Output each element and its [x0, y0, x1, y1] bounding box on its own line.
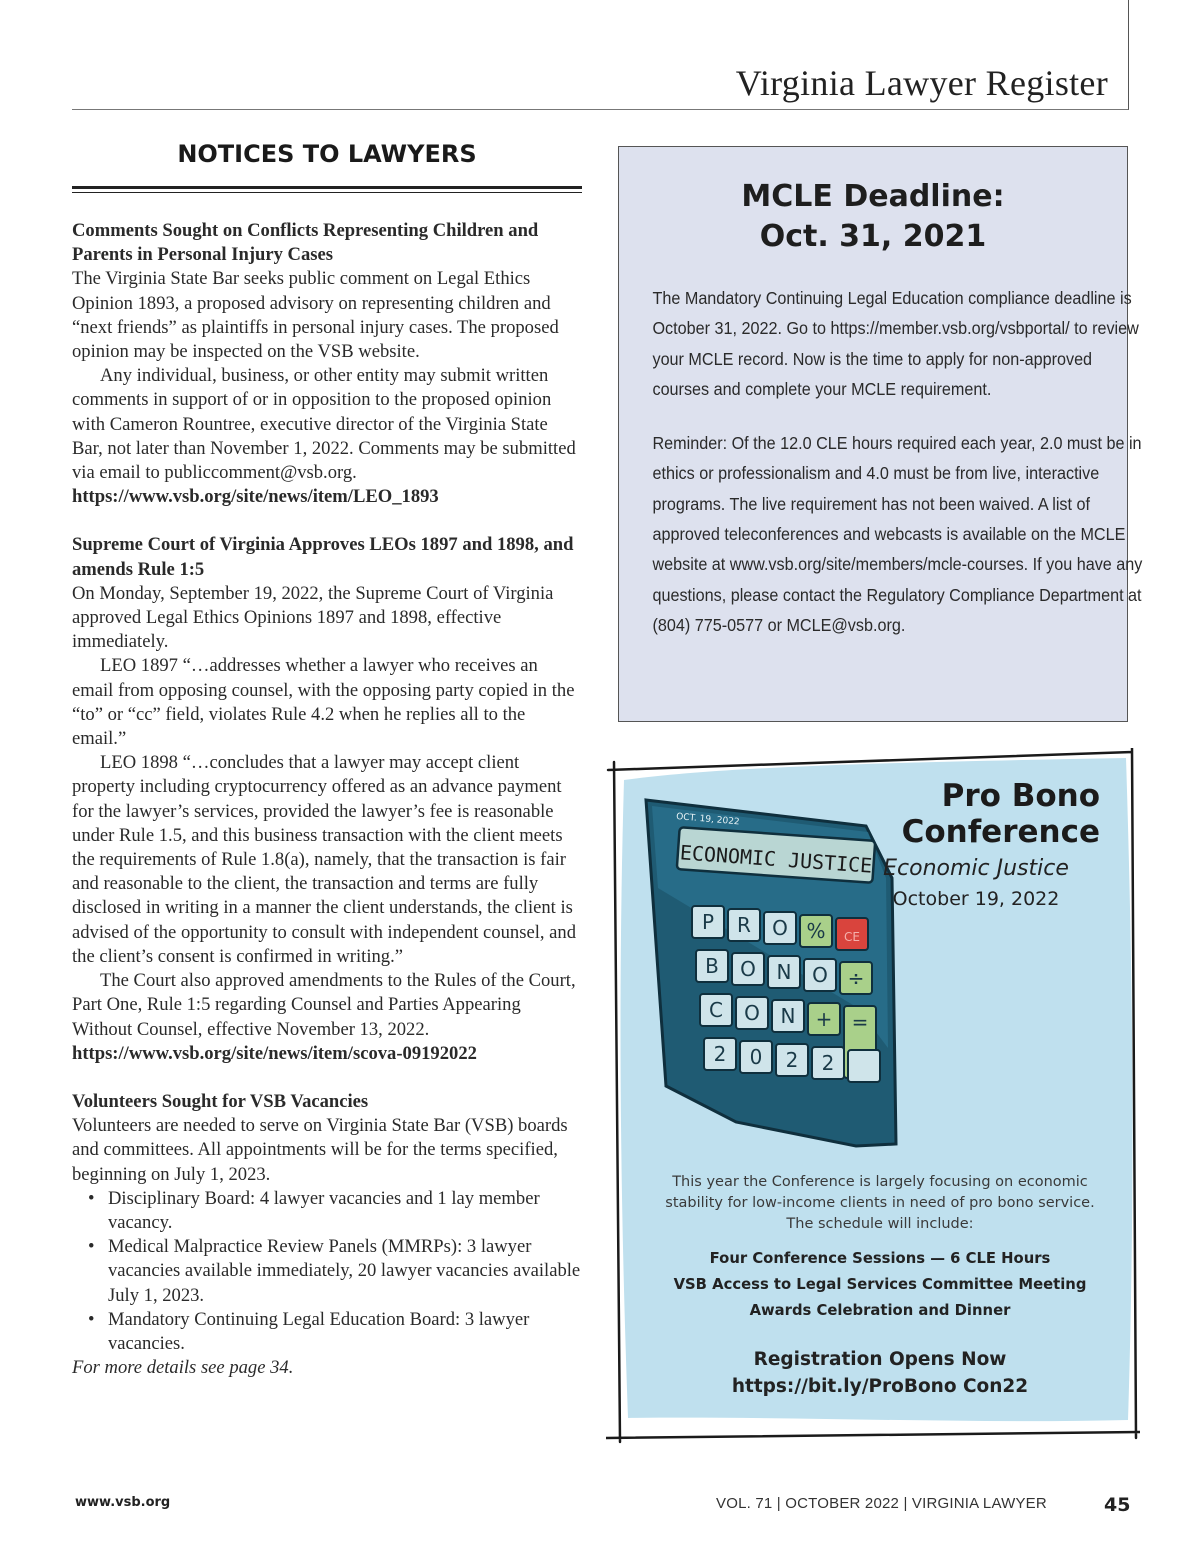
calculator-key-label: R [737, 913, 751, 937]
running-header [72, 0, 1129, 110]
calculator-key-label: 0 [749, 1045, 763, 1069]
calculator-key-label: O [744, 1001, 760, 1025]
registration-callout [650, 1346, 1110, 1400]
ad-subtitle: Economic Justice [883, 856, 1069, 881]
calculator-key [692, 906, 724, 938]
calculator-key-label: 2 [821, 1051, 835, 1075]
calculator-key-label: B [705, 954, 719, 978]
vacancy-list [88, 1187, 582, 1356]
calculator-key [740, 1041, 772, 1073]
mcle-body [619, 283, 1176, 640]
schedule-item: Four Conference Sessions — 6 CLE Hours [709, 1250, 1051, 1267]
mcle-title-line: Oct. 31, 2021 [759, 219, 987, 254]
schedule-item: Awards Celebration and Dinner [749, 1302, 1011, 1319]
mcle-paragraph: Reminder: Of the 12.0 CLE hours required each year, 2.0 must be in ethics or professionalism and 4.0 must be from live, interactive programs. The live requirement has not been waived. A list of approved teleconferences and webcasts is available on the MCLE website at www.vsb.org/site/members/mcle-courses. If you have any questions, please contact the Regulatory Compliance Department at (804) 775-0577 or MCLE@vsb.org. [652, 433, 1143, 635]
notice-link[interactable]: https://www.vsb.org/site/news/item/scova-09192022 [72, 1042, 477, 1064]
list-item: • Disciplinary Board: 4 lawyer vacancies and 1 lay member vacancy. [88, 1187, 582, 1235]
calculator-key [840, 962, 872, 994]
notices-list [72, 219, 582, 1380]
calculator-key-label: 2 [713, 1042, 727, 1066]
calculator-key [704, 1038, 736, 1070]
ad-title-line: Pro Bono [941, 778, 1100, 814]
registration-link[interactable]: https://bit.ly/ProBono Con22 [731, 1376, 1029, 1397]
calculator-key-label: N [776, 960, 792, 984]
calculator-display-text: ECONOMIC JUSTICE [679, 840, 873, 878]
ad-description: This year the Conference is largely focusing on economic stability for low-income clients in need of pro bono service. The schedule will include: [665, 1174, 1095, 1232]
pro-bono-ad [606, 748, 1140, 1448]
notice-heading: Volunteers Sought for VSB Vacancies [72, 1090, 369, 1112]
more-details-note: For more details see page 34. [72, 1357, 294, 1379]
footer-site[interactable]: www.vsb.org [75, 1495, 171, 1510]
calculator-key [776, 1044, 808, 1076]
notice-paragraph: The Court also approved amendments to the Rules of the Court, Part One, Rule 1:5 regarding Counsel and Parties Appearing Without Counsel, effective November 13, 2022. [72, 970, 576, 1040]
notice-paragraph: LEO 1898 “…concludes that a lawyer may accept client property including cryptocurrency offered as an advance payment for the lawyer’s services, provided the lawyer’s fee is reasonable under Rule 1.5, and this business transaction with the client meets the requirements of Rule 1.8(a), namely, that the transaction is fair and reasonable to the client, the transaction and terms are fully disclosed in writing in a manner the client understands, the client is advised of the opportunity to consult with independent counsel, and the client’s consent is confirmed in writing.” [72, 752, 577, 967]
calculator-key [732, 953, 764, 985]
calculator-key-label: O [772, 916, 788, 940]
calculator-key [764, 912, 796, 944]
calculator-key [768, 956, 800, 988]
calculator-key-label: + [815, 1007, 833, 1031]
calculator-key [812, 1047, 844, 1079]
notice-link[interactable]: https://www.vsb.org/site/news/item/LEO_1893 [72, 486, 439, 508]
notice-paragraph: On Monday, September 19, 2022, the Supreme Court of Virginia approved Legal Ethics Opinions 1897 and 1898, effective immediately. [72, 582, 554, 653]
calculator-key [772, 1000, 804, 1032]
calculator-key-label: = [851, 1010, 869, 1034]
publication-title: Virginia Lawyer Register [735, 63, 1108, 103]
calculator-key [800, 915, 832, 947]
ad-date: October 19, 2022 [892, 888, 1060, 910]
notice-paragraph: LEO 1897 “…addresses whether a lawyer who receives an email from opposing counsel, with the opposing party copied in the “to” or “cc” field, violates Rule 4.2 when he replies all to the email.” [72, 655, 575, 750]
mcle-title [619, 177, 1127, 257]
notice-paragraph: Any individual, business, or other entity may submit written comments in support of or in opposition to the proposed opinion with Cameron Rountree, executive director of the Virginia State Bar, not later than November 1, 2022. Comments may be submitted via email to publiccomment@vsb.org. [72, 365, 576, 484]
notice-heading: Comments Sought on Conflicts Representing Children and Parents in Personal Injury Cases [72, 220, 539, 266]
schedule-list [650, 1246, 1110, 1324]
calculator-key-label: CE [844, 930, 860, 944]
calculator-key [696, 950, 728, 982]
calculator-key-label: ÷ [847, 966, 865, 990]
list-item: • Medical Malpractice Review Panels (MMRPs): 3 lawyer vacancies available immediately, 20 lawyer vacancies available July 1, 2023. [88, 1235, 582, 1308]
calculator-key-label: 2 [785, 1048, 799, 1072]
calculator-key [804, 959, 836, 991]
calculator-key-label: O [740, 957, 756, 981]
calculator-illustration [646, 800, 896, 1146]
calculator-key [808, 1003, 840, 1035]
calculator-key [728, 909, 760, 941]
mcle-deadline-box [618, 146, 1143, 722]
calculator-key-label: C [709, 998, 723, 1022]
schedule-item: VSB Access to Legal Services Committee Meeting [673, 1276, 1087, 1293]
notice-heading: Supreme Court of Virginia Approves LEOs 1897 and 1898, and amends Rule 1:5 [72, 534, 574, 580]
calculator-key-label: N [780, 1004, 796, 1028]
page-number: 45 [1104, 1494, 1131, 1516]
mcle-paragraph: The Mandatory Continuing Legal Education compliance deadline is October 31, 2022. Go to https://member.vsb.org/vsbportal/ to review your MCLE record. Now is the time to apply for non-approved courses and complete your MCLE requirement. [652, 288, 1139, 399]
calculator-key-label: P [701, 910, 715, 934]
notice-paragraph: The Virginia State Bar seeks public comment on Legal Ethics Opinion 1893, a proposed advisory on representing children and “next friends” as plaintiffs in personal injury cases. The proposed opinion may be inspected on the VSB website. [72, 268, 559, 363]
ad-frame [606, 748, 1140, 1448]
calculator-key-label: O [812, 963, 828, 987]
calculator-key [736, 997, 768, 1029]
calculator-key [700, 994, 732, 1026]
footer-issue: VOL. 71 | OCTOBER 2022 | VIRGINIA LAWYER [716, 1495, 1047, 1512]
list-item: • Mandatory Continuing Legal Education Board: 3 lawyer vacancies. [88, 1308, 582, 1356]
ad-title [840, 778, 1100, 850]
section-divider [72, 186, 582, 193]
calculator-date-text: OCT. 19, 2022 [675, 812, 740, 828]
notices-column [72, 140, 582, 1380]
ad-title-line: Conference [901, 814, 1100, 850]
registration-text: Registration Opens Now [753, 1349, 1007, 1370]
mcle-title-line: MCLE Deadline: [741, 179, 1005, 214]
calculator-key-label: % [806, 919, 826, 943]
calculator-key [848, 1050, 880, 1082]
calculator-key [836, 918, 868, 950]
notice-paragraph: Volunteers are needed to serve on Virginia State Bar (VSB) boards and committees. All appointments will be for the terms specified, beginning on July 1, 2023. [72, 1115, 568, 1185]
section-title: NOTICES TO LAWYERS [177, 140, 477, 168]
